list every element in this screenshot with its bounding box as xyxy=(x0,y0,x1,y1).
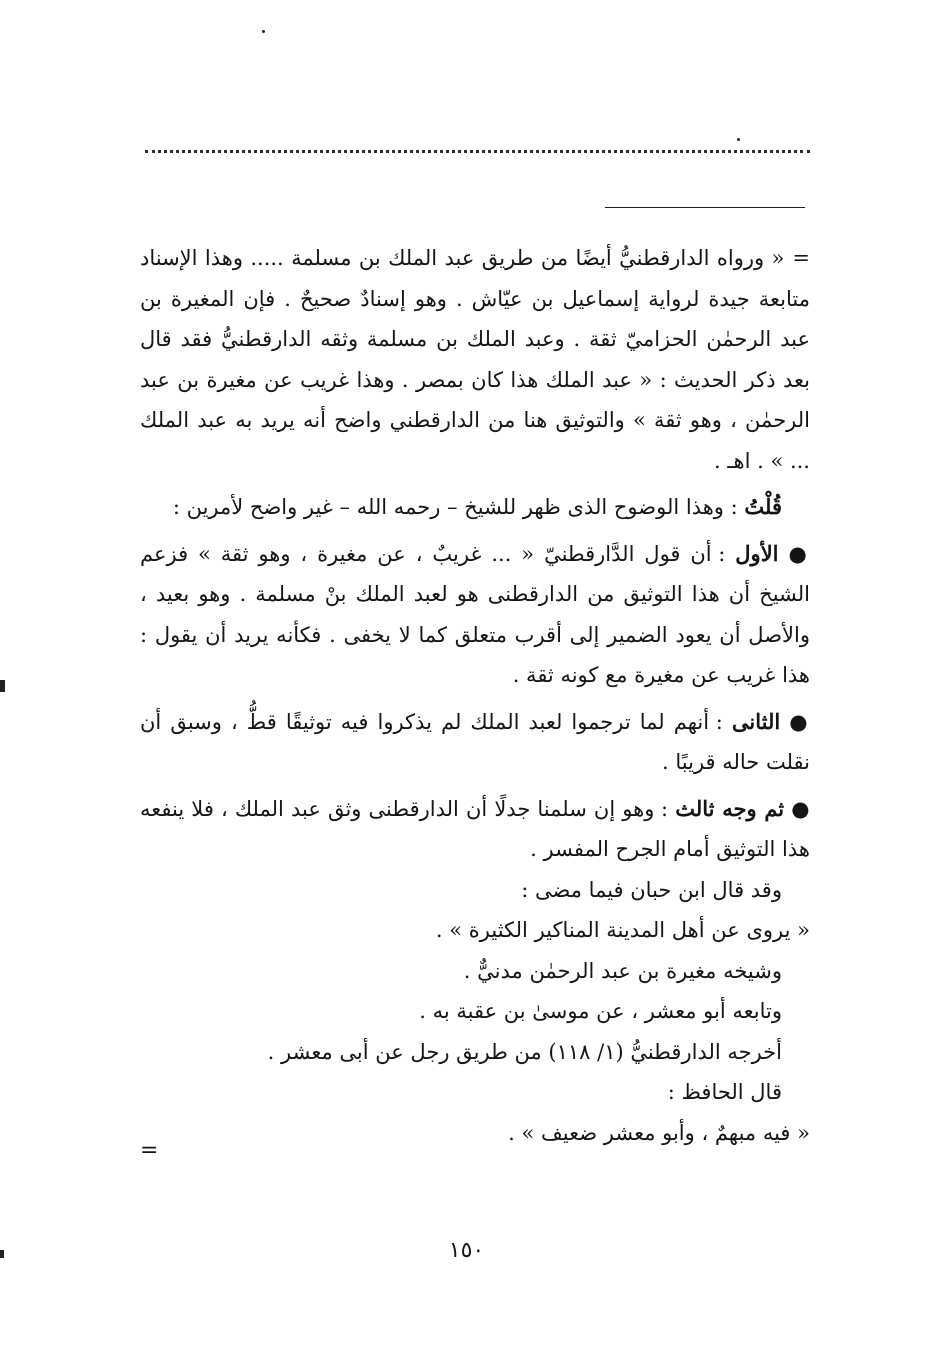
text-line: قال الحافظ : xyxy=(667,1080,782,1104)
scan-speck xyxy=(737,138,740,141)
second-point xyxy=(140,702,810,783)
third-point xyxy=(140,789,810,870)
footnote-rule xyxy=(605,207,805,208)
bullet-icon: ● xyxy=(791,796,810,821)
continuation-mark-end: = xyxy=(140,1138,159,1163)
footnote-paragraph xyxy=(140,238,810,481)
main-text xyxy=(140,238,810,1153)
text-line: أخرجه الدارقطنيُّ (١/ ١١٨) من طريق رجل عن أبى معشر . xyxy=(267,1039,782,1064)
first-text: : أن قول الدَّارقطنيّ « ... غريبٌ ، عن مغيرة ، وهو ثقة » فزعم الشيخ أن هذا التوثيق من الدارقطنى هو لعبد الملك بنْ مسلمة . وهو بعيد ، والأصل أن يعود الضمير إلى أقرب متعلق كما لا يخفى . فكأنه يريد أن يقول : هذا غريب عن مغيرة مع كونه ثقة . xyxy=(140,541,810,687)
second-text: : أنهم لما ترجموا لعبد الملك لم يذكروا فيه توثيقًا قطُّ ، وسبق أن نقلت حاله قريبًا . xyxy=(140,709,810,774)
first-point xyxy=(140,534,810,696)
second-label: الثانى xyxy=(731,708,781,734)
bullet-icon: ● xyxy=(788,541,810,566)
qultu-label: قُلْتُ xyxy=(744,494,782,519)
dotted-separator xyxy=(145,150,810,153)
bullet-icon: ● xyxy=(789,709,810,734)
quote-line: « يروى عن أهل المدينة المناكير الكثيرة » . xyxy=(435,918,810,942)
footnote-text: « ورواه الدارقطنيُّ أيضًا من طريق عبد الملك بن مسلمة ..... وهذا الإسناد متابعة جيدة لرواية إسماعيل بن عيّاش . وهو إسنادٌ صحيحٌ . فإن المغيرة بن عبد الرحمٰن الحزاميّ ثقة . وعبد الملك بن مسلمة وثقه الدارقطنيُّ فقد قال بعد ذكر الحديث : « عبد الملك هذا كان بمصر . وهذا غريب عن مغيرة بن عبد الرحمٰن ، وهو ثقة » والتوثيق هنا من الدارقطني واضح أنه يريد به عبد الملك ... » . اهـ . xyxy=(140,246,810,473)
text-line: وتابعه أبو معشر ، عن موسىٰ بن عقبة به . xyxy=(419,999,782,1023)
qultu-text: : وهذا الوضوح الذى ظهر للشيخ – رحمه الله – غير واضح لأمرين : xyxy=(172,495,738,519)
scan-edge-mark xyxy=(0,680,5,692)
qultu-paragraph xyxy=(140,487,810,528)
first-label: الأول xyxy=(735,540,779,566)
third-label: ثم وجه ثالث xyxy=(675,795,785,821)
text-line: وشيخه مغيرة بن عبد الرحمٰن مدنيٌّ . xyxy=(463,958,782,983)
page-number: ١٥٠ xyxy=(448,1238,485,1263)
third-text: : وهو إن سلمنا جدلًا أن الدارقطنى وثق عبد الملك ، فلا ينفعه هذا التوثيق أمام الجرح المفسر . xyxy=(140,796,810,861)
text-line: وقد قال ابن حبان فيما مضى : xyxy=(521,877,782,902)
continuation-mark-start: = xyxy=(792,246,810,270)
quote-line: « فيه مبهمٌ ، وأبو معشر ضعيف » . xyxy=(508,1120,810,1145)
scan-speck xyxy=(262,30,265,33)
